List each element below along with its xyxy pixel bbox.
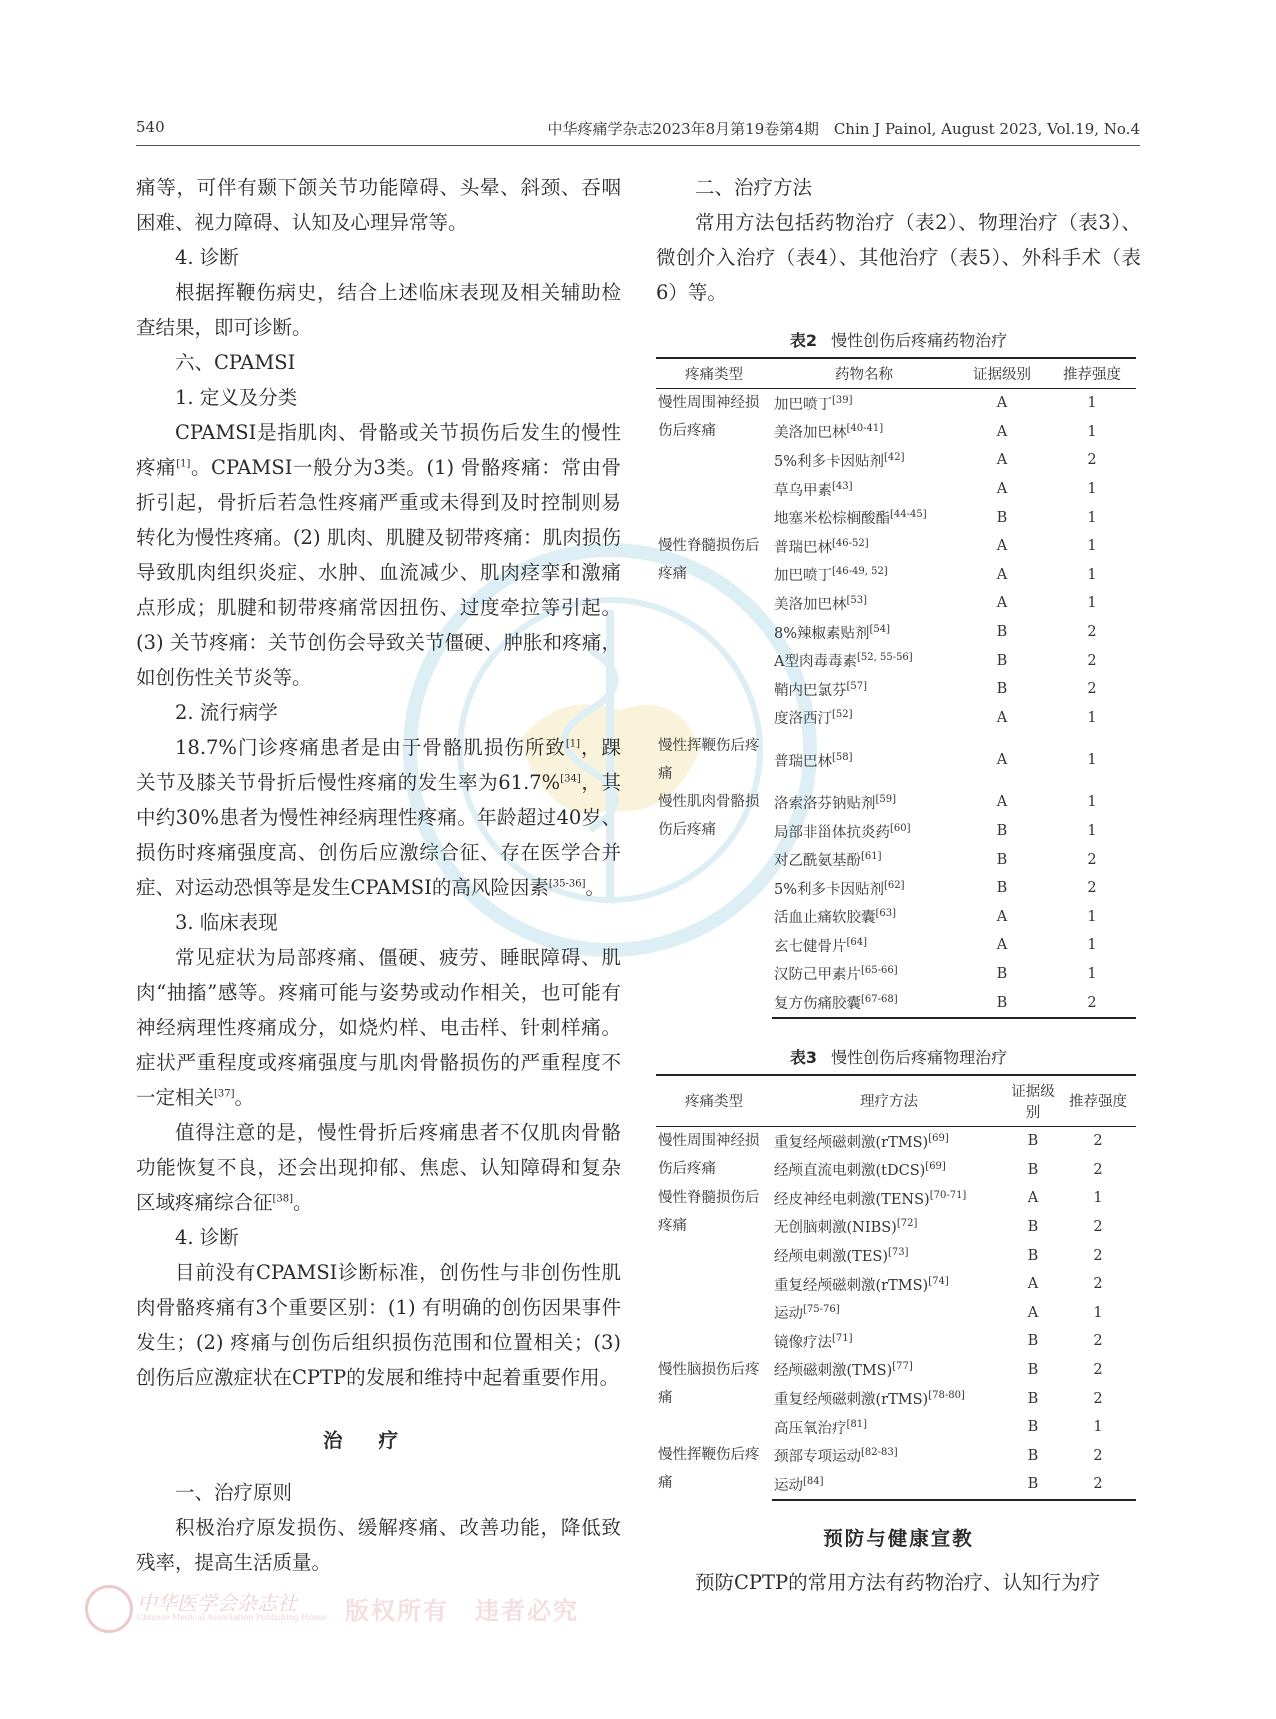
treatment-cell: 经颅直流电刺激(tDCS)[69] bbox=[774, 1161, 946, 1180]
treatment-cell: 复方伤痛胶囊[67-68] bbox=[772, 988, 956, 1018]
subheading: 二、治疗方法 bbox=[695, 176, 813, 199]
evidence-cell: B bbox=[1027, 1161, 1039, 1178]
evidence-cell: A bbox=[996, 794, 1008, 811]
column-header: 疼痛类型 bbox=[656, 358, 772, 389]
citation: [57] bbox=[846, 680, 868, 692]
strength-cell: 2 bbox=[1087, 681, 1097, 698]
citation: [70-71] bbox=[929, 1190, 967, 1202]
treatment-cell: 运动[84] bbox=[772, 1470, 1006, 1500]
citation: [54] bbox=[869, 623, 891, 635]
treatment-cell: 局部非甾体抗炎药[60] bbox=[774, 822, 911, 841]
treatment-cell: 加巴喷丁[46-49, 52] bbox=[774, 566, 888, 585]
table-row bbox=[656, 788, 1136, 817]
citation: [1] bbox=[565, 738, 580, 750]
section-heading: 六、CPAMSI bbox=[175, 351, 296, 374]
pain-type-cell: 慢性脊髓损伤后疼痛 bbox=[658, 1190, 760, 1235]
evidence-cell: A bbox=[1027, 1304, 1039, 1321]
evidence-cell: B bbox=[996, 624, 1008, 641]
strength-cell: 1 bbox=[1087, 538, 1097, 555]
treatment-cell: 颈部专项运动[82-83] bbox=[774, 1447, 898, 1466]
citation: [81] bbox=[846, 1418, 868, 1430]
citation: [61] bbox=[861, 851, 882, 863]
subheading: 3. 临床表现 bbox=[175, 911, 278, 934]
treatment-cell: 无创脑刺激(NIBS)[72] bbox=[774, 1218, 918, 1237]
copyright-notice: 版权所有 违者必究 bbox=[345, 1596, 579, 1625]
physical-treatment-table bbox=[656, 1074, 1136, 1501]
pain-type-cell: 慢性肌肉骨骼损伤后疼痛 bbox=[658, 794, 760, 839]
paragraph: 值得注意的是，慢性骨折后疼痛患者不仅肌肉骨骼功能恢复不良，还会出现抑郁、焦虑、认知障碍和复杂区域疼痛综合征[38]。 bbox=[136, 1121, 621, 1214]
treatment-cell: 镜像疗法[71] bbox=[774, 1333, 853, 1351]
evidence-cell: B bbox=[956, 988, 1048, 1018]
evidence-cell: A bbox=[996, 566, 1008, 583]
evidence-cell: A bbox=[996, 709, 1008, 726]
treatment-cell: 度洛西汀[52] bbox=[774, 709, 853, 728]
treatment-cell: 经颅电刺激(TES)[73] bbox=[774, 1247, 909, 1266]
paragraph: 根据挥鞭伤病史，结合上述临床表现及相关辅助检查结果，即可诊断。 bbox=[136, 281, 621, 339]
citation: [39] bbox=[832, 394, 853, 406]
section-title: 治疗 bbox=[322, 1429, 434, 1452]
paragraph: 预防CPTP的常用方法有药物治疗、认知行为疗 bbox=[695, 1570, 1101, 1594]
citation: [67-68] bbox=[861, 994, 898, 1006]
pain-type-cell: 慢性挥鞭伤后疼痛 bbox=[658, 1447, 760, 1492]
treatment-cell: 普瑞巴林[46-52] bbox=[774, 537, 869, 556]
subheading: 4. 诊断 bbox=[175, 1226, 239, 1249]
citation: [37] bbox=[214, 1088, 235, 1100]
citation: [35-36] bbox=[548, 878, 586, 890]
strength-cell: 1 bbox=[1087, 823, 1097, 840]
evidence-cell: A bbox=[1027, 1276, 1039, 1293]
paragraph: CPAMSI是指肌肉、骨骼或关节损伤后发生的慢性疼痛[1]。CPAMSI一般分为3类。(1) 骨骼疼痛：常由骨折引起，骨折后若急性疼痛严重或未得到及时控制则易转化为慢性疼痛。(2) 肌肉、肌腱及韧带疼痛：肌肉损伤导致肌肉组织炎症、水肿、血流减少、肌肉痉挛和激痛点形成；肌腱和韧带疼痛常因扭伤、过度牵拉等引起。(3) 关节疼痛：关节创伤会导致关节僵硬、肿胀和疼痛，如创伤性关节炎等。 bbox=[136, 421, 621, 689]
evidence-cell: A bbox=[996, 937, 1008, 954]
strength-cell: 2 bbox=[1048, 988, 1136, 1018]
paragraph: 痛等，可伴有颞下颌关节功能障碍、头晕、斜颈、吞咽困难、视力障碍、认知及心理异常等。 bbox=[136, 176, 621, 234]
right-column bbox=[656, 170, 1141, 1600]
strength-cell: 2 bbox=[1093, 1218, 1103, 1235]
section-title: 预防与健康宣教 bbox=[823, 1526, 974, 1550]
treatment-cell: 鞘内巴氯芬[57] bbox=[774, 680, 868, 699]
pain-type-cell: 慢性周围神经损伤后疼痛 bbox=[658, 1132, 760, 1177]
strength-cell: 1 bbox=[1087, 794, 1097, 811]
strength-cell: 2 bbox=[1087, 880, 1097, 897]
publisher-seal-icon bbox=[85, 1585, 133, 1633]
strength-cell: 1 bbox=[1087, 423, 1097, 440]
table-row bbox=[656, 732, 1136, 788]
strength-cell: 2 bbox=[1087, 452, 1097, 469]
strength-cell: 1 bbox=[1087, 937, 1097, 954]
table-row bbox=[656, 1184, 1136, 1213]
strength-cell: 2 bbox=[1093, 1390, 1103, 1407]
evidence-cell: B bbox=[1027, 1218, 1039, 1235]
evidence-cell: B bbox=[996, 851, 1008, 868]
treatment-cell: 玄七健骨片[64] bbox=[774, 937, 868, 955]
citation: [77] bbox=[892, 1361, 913, 1373]
treatment-cell: A型肉毒毒素[52, 55-56] bbox=[774, 652, 913, 671]
citation: [46-52] bbox=[832, 537, 869, 549]
strength-cell: 1 bbox=[1087, 595, 1097, 612]
subheading: 4. 诊断 bbox=[175, 246, 239, 269]
citation: [53] bbox=[846, 595, 868, 607]
citation: [60] bbox=[890, 822, 911, 834]
strength-cell: 1 bbox=[1087, 752, 1097, 769]
table-row bbox=[656, 389, 1136, 418]
evidence-cell: B bbox=[1027, 1133, 1039, 1150]
citation: [72] bbox=[896, 1218, 918, 1230]
citation: [74] bbox=[928, 1275, 949, 1287]
citation: [84] bbox=[803, 1475, 824, 1487]
evidence-cell: B bbox=[1027, 1390, 1039, 1407]
strength-cell: 2 bbox=[1093, 1447, 1103, 1464]
strength-cell: 1 bbox=[1087, 395, 1097, 412]
table-row bbox=[656, 1126, 1136, 1155]
paragraph: 目前没有CPAMSI诊断标准，创伤性与非创伤性肌肉骨骼疼痛有3个重要区别：(1) 有明确的创伤因果事件发生；(2) 疼痛与创伤后组织损伤范围和位置相关；(3) 创伤后应激症状在CPTP的发展和维持中起着重要作用。 bbox=[136, 1261, 621, 1389]
strength-cell: 2 bbox=[1060, 1470, 1136, 1500]
evidence-cell: A bbox=[996, 752, 1008, 769]
strength-cell: 2 bbox=[1087, 624, 1097, 641]
evidence-cell: B bbox=[1027, 1447, 1039, 1464]
citation: [34] bbox=[560, 773, 581, 785]
treatment-cell: 经皮神经电刺激(TENS)[70-71] bbox=[774, 1190, 967, 1208]
citation: [59] bbox=[875, 794, 897, 806]
treatment-cell: 高压氧治疗[81] bbox=[774, 1418, 868, 1437]
evidence-cell: B bbox=[996, 823, 1008, 840]
treatment-cell: 加巴喷丁[39] bbox=[774, 394, 853, 413]
strength-cell: 2 bbox=[1093, 1276, 1103, 1293]
treatment-cell: 重复经颅磁刺激(rTMS)[78-80] bbox=[774, 1390, 965, 1409]
treatment-cell: 汉防己甲素片[65-66] bbox=[774, 965, 898, 984]
evidence-cell: A bbox=[996, 395, 1008, 412]
table-row bbox=[656, 532, 1136, 561]
publisher-name: 中华医学会杂志社 bbox=[137, 1591, 297, 1615]
citation: [40-41] bbox=[846, 423, 884, 435]
strength-cell: 2 bbox=[1087, 851, 1097, 868]
citation: [75-76] bbox=[803, 1304, 840, 1316]
evidence-cell: A bbox=[996, 452, 1008, 469]
evidence-cell: B bbox=[996, 965, 1008, 982]
strength-cell: 1 bbox=[1093, 1304, 1103, 1321]
evidence-cell: B bbox=[996, 681, 1008, 698]
strength-cell: 1 bbox=[1087, 566, 1097, 583]
evidence-cell: A bbox=[996, 538, 1008, 555]
subheading: 一、治疗原则 bbox=[175, 1481, 293, 1504]
strength-cell: 2 bbox=[1093, 1361, 1103, 1378]
pain-type-cell: 慢性挥鞭伤后疼痛 bbox=[658, 738, 760, 783]
column-header: 药物名称 bbox=[772, 358, 956, 389]
strength-cell: 1 bbox=[1087, 509, 1097, 526]
citation: [69] bbox=[928, 1132, 949, 1144]
evidence-cell: B bbox=[1027, 1333, 1039, 1350]
citation: [42] bbox=[884, 452, 905, 464]
strength-cell: 2 bbox=[1093, 1247, 1103, 1264]
citation: [43] bbox=[832, 480, 853, 492]
strength-cell: 2 bbox=[1087, 652, 1097, 669]
treatment-cell: 普瑞巴林[58] bbox=[774, 751, 853, 770]
pain-type-cell: 慢性脊髓损伤后疼痛 bbox=[658, 537, 760, 582]
evidence-cell: A bbox=[1027, 1190, 1039, 1207]
citation: [82-83] bbox=[861, 1447, 898, 1459]
evidence-cell: B bbox=[996, 509, 1008, 526]
page-number: 540 bbox=[136, 118, 165, 136]
header-rule bbox=[136, 145, 1140, 146]
paragraph: 常见症状为局部疼痛、僵硬、疲劳、睡眠障碍、肌肉“抽搐”感等。疼痛可能与姿势或动作相关，也可能有神经病理性疼痛成分，如烧灼样、电击样、针刺样痛。症状严重程度或疼痛强度与肌肉骨骼损伤的严重程度不一定相关[37]。 bbox=[136, 946, 621, 1109]
column-header: 证据级别 bbox=[1006, 1075, 1060, 1127]
running-header: 中华疼痛学杂志2023年8月第19卷第4期 Chin J Painol, August 2023, Vol.19, No.4 bbox=[547, 120, 1140, 138]
subheading: 2. 流行病学 bbox=[175, 701, 278, 724]
strength-cell: 1 bbox=[1087, 709, 1097, 726]
treatment-cell: 8%辣椒素贴剂[54] bbox=[774, 623, 891, 642]
citation: [44-45] bbox=[890, 509, 927, 521]
publisher-watermark bbox=[85, 1585, 605, 1630]
publisher-name-en: Chinese Medical Association Publishing House bbox=[137, 1613, 328, 1622]
drug-treatment-table bbox=[656, 357, 1136, 1019]
citation: [46-49, 52] bbox=[832, 566, 888, 578]
citation: [58] bbox=[832, 751, 853, 763]
pain-type-cell: 慢性周围神经损伤后疼痛 bbox=[658, 395, 760, 439]
evidence-cell: B bbox=[996, 880, 1008, 897]
strength-cell: 2 bbox=[1093, 1161, 1103, 1178]
subheading: 1. 定义及分类 bbox=[175, 386, 298, 409]
citation: [62] bbox=[884, 879, 905, 891]
column-header: 疼痛类型 bbox=[656, 1075, 772, 1127]
citation: [69] bbox=[925, 1161, 946, 1173]
paragraph: 常用方法包括药物治疗（表2）、物理治疗（表3）、微创介入治疗（表4）、其他治疗（表5）、外科手术（表6）等。 bbox=[656, 211, 1141, 304]
treatment-cell: 美洛加巴林[40-41] bbox=[774, 423, 884, 442]
evidence-cell: A bbox=[996, 423, 1008, 440]
citation: [52] bbox=[832, 709, 853, 721]
treatment-cell: 运动[75-76] bbox=[774, 1304, 840, 1323]
treatment-cell: 洛索洛芬钠贴剂[59] bbox=[774, 794, 897, 812]
citation: [73] bbox=[888, 1247, 909, 1259]
citation: [1] bbox=[176, 458, 191, 470]
column-header: 推荐强度 bbox=[1060, 1075, 1136, 1127]
citation: [65-66] bbox=[861, 965, 898, 977]
citation: [52, 55-56] bbox=[856, 652, 913, 664]
treatment-cell: 美洛加巴林[53] bbox=[774, 595, 868, 613]
citation: [78-80] bbox=[928, 1390, 965, 1402]
strength-cell: 1 bbox=[1087, 965, 1097, 982]
citation: [38] bbox=[272, 1193, 294, 1205]
evidence-cell: B bbox=[996, 652, 1008, 669]
table-caption: 表3 慢性创伤后疼痛物理治疗 bbox=[789, 1047, 1008, 1067]
citation: [71] bbox=[832, 1333, 853, 1344]
evidence-cell: B bbox=[1027, 1361, 1039, 1378]
table-row bbox=[656, 1356, 1136, 1385]
column-header: 理疗方法 bbox=[772, 1075, 1006, 1127]
citation: [64] bbox=[846, 937, 868, 949]
treatment-cell: 对乙酰氨基酚[61] bbox=[774, 851, 882, 870]
strength-cell: 2 bbox=[1093, 1333, 1103, 1350]
citation: [63] bbox=[875, 908, 897, 920]
strength-cell: 1 bbox=[1087, 908, 1097, 925]
evidence-cell: A bbox=[996, 908, 1008, 925]
column-header: 推荐强度 bbox=[1048, 358, 1136, 389]
evidence-cell: A bbox=[996, 595, 1008, 612]
treatment-cell: 重复经颅磁刺激(rTMS)[74] bbox=[774, 1275, 949, 1294]
treatment-cell: 活血止痛软胶囊[63] bbox=[774, 908, 897, 927]
strength-cell: 1 bbox=[1093, 1419, 1103, 1436]
treatment-cell: 地塞米松棕榈酸酯[44-45] bbox=[774, 509, 927, 528]
left-column bbox=[136, 170, 621, 1580]
treatment-cell: 草乌甲素[43] bbox=[774, 480, 853, 499]
strength-cell: 1 bbox=[1093, 1190, 1103, 1207]
paragraph: 积极治疗原发损伤、缓解疼痛、改善功能，降低致残率，提高生活质量。 bbox=[136, 1516, 621, 1574]
column-header: 证据级别 bbox=[956, 358, 1048, 389]
evidence-cell: B bbox=[1027, 1247, 1039, 1264]
treatment-cell: 5%利多卡因贴剂[42] bbox=[774, 452, 905, 470]
table-row bbox=[656, 1441, 1136, 1470]
evidence-cell: B bbox=[1027, 1419, 1039, 1436]
treatment-cell: 重复经颅磁刺激(rTMS)[69] bbox=[774, 1132, 949, 1151]
treatment-cell: 5%利多卡因贴剂[62] bbox=[774, 879, 905, 898]
table-caption: 表2 慢性创伤后疼痛药物治疗 bbox=[789, 331, 1008, 350]
evidence-cell: A bbox=[996, 481, 1008, 498]
treatment-cell: 经颅磁刺激(TMS)[77] bbox=[774, 1361, 913, 1380]
evidence-cell: B bbox=[1006, 1470, 1060, 1500]
pain-type-cell: 慢性脑损伤后疼痛 bbox=[658, 1361, 760, 1406]
paragraph: 18.7%门诊疼痛患者是由于骨骼肌损伤所致[1]，踝关节及膝关节骨折后慢性疼痛的发生率为61.7%[34]，其中约30%患者为慢性神经病理性疼痛。年龄超过40岁、损伤时疼痛强度高、创伤后应激综合征、存在医学合并症、对运动恐惧等是发生CPAMSI的高风险因素[35-36]。 bbox=[136, 736, 621, 899]
strength-cell: 1 bbox=[1087, 481, 1097, 498]
strength-cell: 2 bbox=[1093, 1133, 1103, 1150]
